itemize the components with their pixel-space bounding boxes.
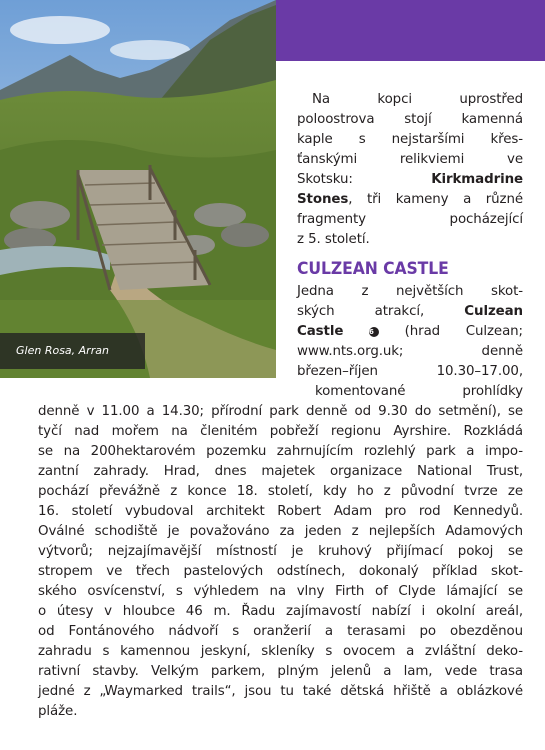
body-line-13: zahradu s kamennou jeskyní, skleníky s ovocem a zvláštní deko-	[38, 644, 523, 659]
intro-line-7: fragmenty pocházející	[297, 212, 523, 227]
kirkmadrine-name-b: Stones	[297, 192, 349, 207]
intro-line-8: z 5. století.	[297, 232, 370, 247]
body-line-6: 16. století vybudoval architekt Robert Adam pro rod Kennedyů.	[38, 504, 523, 519]
section-line-3: Castle 6 (hrad Culzean;	[297, 324, 523, 339]
body-line-9: stropem ve třech pastelových odstínech, dokonalý příklad skot-	[38, 564, 523, 579]
section-line-6: komentované prohlídky	[315, 384, 523, 399]
body-line-10: ského osvícenství, s výhledem na vlny Firth of Clyde lámající se	[38, 584, 523, 599]
intro-line-6: Stones, tři kameny a různé	[297, 192, 523, 207]
header-accent-bar	[276, 0, 545, 61]
body-line-5: pochází převážně z konce 18. století, kdy ho z původní tvrze ze	[38, 484, 523, 499]
intro-line-2: poloostrova stojí kamenná	[297, 112, 523, 127]
body-line-2: tyčí nad mořem na členitém pobřeží regionu Ayrshire. Rozkládá	[38, 424, 523, 439]
glen-rosa-photo	[0, 0, 276, 378]
body-line-7: Oválné schodiště je považováno za jeden z nejlepších Adamových	[38, 524, 523, 539]
photo-caption: Glen Rosa, Arran	[0, 333, 145, 369]
body-line-16: pláže.	[38, 704, 78, 719]
body-line-14: rativní stavby. Velkým parkem, plným jelenů a lam, vede trasa	[38, 664, 523, 679]
intro-line-4: ťanskými relikviemi ve	[297, 152, 523, 167]
body-line-8: výtvorů; nejzajímavější místností je kruhový přijímací pokoj se	[38, 544, 523, 559]
section-line-2: ských atrakcí, Culzean	[297, 304, 523, 319]
section-line-1: Jedna z největších skot-	[297, 284, 523, 299]
body-line-12: od Fontánového nádvoří s oranžerií a terasami po obezděnou	[38, 624, 523, 639]
body-line-15: jedné z „Waymarked trails“, jsou tu také dětská hřiště a oblázkové	[38, 684, 523, 699]
body-line-4: zantní zahrady. Hrad, dnes majetek organizace National Trust,	[38, 464, 523, 479]
section-line-4: www.nts.org.uk; denně	[297, 344, 523, 359]
kirkmadrine-name-a: Kirkmadrine	[431, 172, 523, 187]
intro-line-5: Skotsku: Kirkmadrine	[297, 172, 523, 187]
body-line-11: o útesy v hloubce 46 m. Řadu zajímavostí nabízí i okolní areál,	[38, 604, 523, 619]
section-title: CULZEAN CASTLE	[297, 259, 449, 279]
body-line-1: denně v 11.00 a 14.30; přírodní park denně od 9.30 do setmění), se	[38, 404, 523, 419]
intro-line-3: kaple s nejstaršími křes-	[297, 132, 523, 147]
section-line-5: březen–říjen 10.30–17.00,	[297, 364, 523, 379]
intro-line-1: Na kopci uprostřed	[312, 92, 523, 107]
map-marker-icon: 6	[369, 327, 379, 337]
body-line-3: se na 200hektarovém pozemku zahrnujícím rozlehlý park a impo-	[38, 444, 523, 459]
